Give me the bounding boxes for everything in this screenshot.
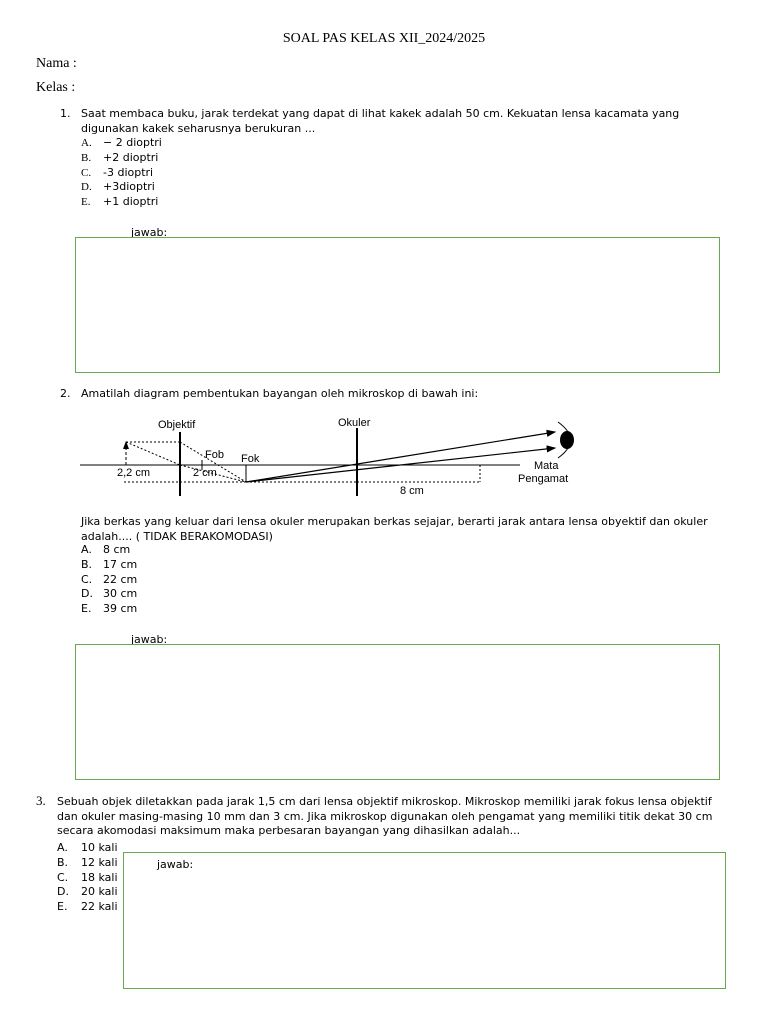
question-2-number: 2.: [60, 387, 71, 400]
question-3-line2: dan okuler masing-masing 10 mm dan 3 cm. Jika mikroskop digunakan oleh pengamat yang memiliki titik dekat 30 cm: [57, 809, 713, 823]
label-okuler: Okuler: [338, 417, 371, 429]
option-item: C. -3 dioptri: [81, 165, 154, 179]
question-1-text: [81, 107, 679, 136]
page-title: SOAL PAS KELAS XII_2024/2025: [282, 31, 486, 46]
option-item: D. 30 cm: [81, 587, 138, 601]
ray-to-eye-1: [246, 432, 555, 482]
question-1-line1: Saat membaca buku, jarak terdekat yang dapat di lihat kakek adalah 50 cm. Kekuatan lensa kacamata yang: [81, 107, 680, 120]
answer-box-1[interactable]: [75, 237, 720, 373]
option-item: A. 8 cm: [81, 543, 131, 556]
question-2-line1: Jika berkas yang keluar dari lensa okuler merupakan berkas sejajar, berarti jarak antara lensa obyektif dan okuler: [81, 515, 708, 528]
question-2-options: [81, 543, 137, 617]
option-item: D. +3dioptri: [81, 180, 155, 194]
class-label: Kelas :: [36, 80, 76, 95]
option-item: A. − 2 dioptri: [81, 136, 162, 149]
option-item: E. +1 dioptri: [81, 195, 159, 209]
question-2-text: [81, 515, 708, 544]
option-item: E. 22 kali: [57, 900, 118, 914]
name-label: Nama :: [36, 56, 77, 71]
question-3-text: [57, 795, 712, 839]
label-fob-distance: 2 cm: [193, 467, 217, 479]
label-fok: Fok: [241, 453, 260, 465]
question-1-options: [81, 136, 162, 210]
question-1-number: 1.: [60, 107, 71, 120]
label-pengamat: Pengamat: [518, 473, 569, 485]
question-3-line1: Sebuah objek diletakkan pada jarak 1,5 cm dari lensa objektif mikroskop. Mikroskop memiliki jarak fokus lensa objektif: [57, 795, 712, 808]
label-mata: Mata: [534, 460, 559, 472]
option-item: E. 39 cm: [81, 602, 138, 616]
question-3-options: [57, 841, 118, 915]
option-item: A. 10 kali: [57, 841, 118, 854]
eye-pupil: [560, 431, 574, 449]
question-3-number: 3.: [36, 793, 46, 808]
question-2-intro: Amatilah diagram pembentukan bayangan oleh mikroskop di bawah ini:: [81, 387, 479, 400]
question-1-line2: digunakan kakek seharusnya berukuran ...: [81, 121, 316, 135]
option-item: B. 12 kali: [57, 855, 118, 869]
answer-box-2[interactable]: [75, 644, 720, 780]
microscope-diagram: [80, 410, 600, 500]
question-2-line2: adalah.... ( TIDAK BERAKOMODASI): [81, 529, 273, 543]
option-item: B. +2 dioptri: [81, 150, 159, 164]
answer-label-3: jawab:: [157, 858, 194, 871]
answer-box-3[interactable]: [123, 852, 726, 989]
option-item: D. 20 kali: [57, 885, 118, 899]
label-fok-distance: 8 cm: [400, 485, 424, 497]
label-fob: Fob: [205, 449, 224, 461]
option-item: C. 18 kali: [57, 870, 118, 884]
ray-center: [126, 442, 180, 465]
option-item: C. 22 cm: [81, 572, 138, 586]
option-item: B. 17 cm: [81, 557, 138, 571]
label-objektif: Objektif: [158, 419, 196, 431]
label-object-distance: 2,2 cm: [117, 467, 151, 479]
answer-label-1: jawab:: [131, 226, 168, 239]
answer-label-2: jawab:: [131, 633, 168, 646]
question-3-line3: secara akomodasi maksimum maka perbesaran bayangan yang dihasilkan adalah...: [57, 824, 521, 837]
